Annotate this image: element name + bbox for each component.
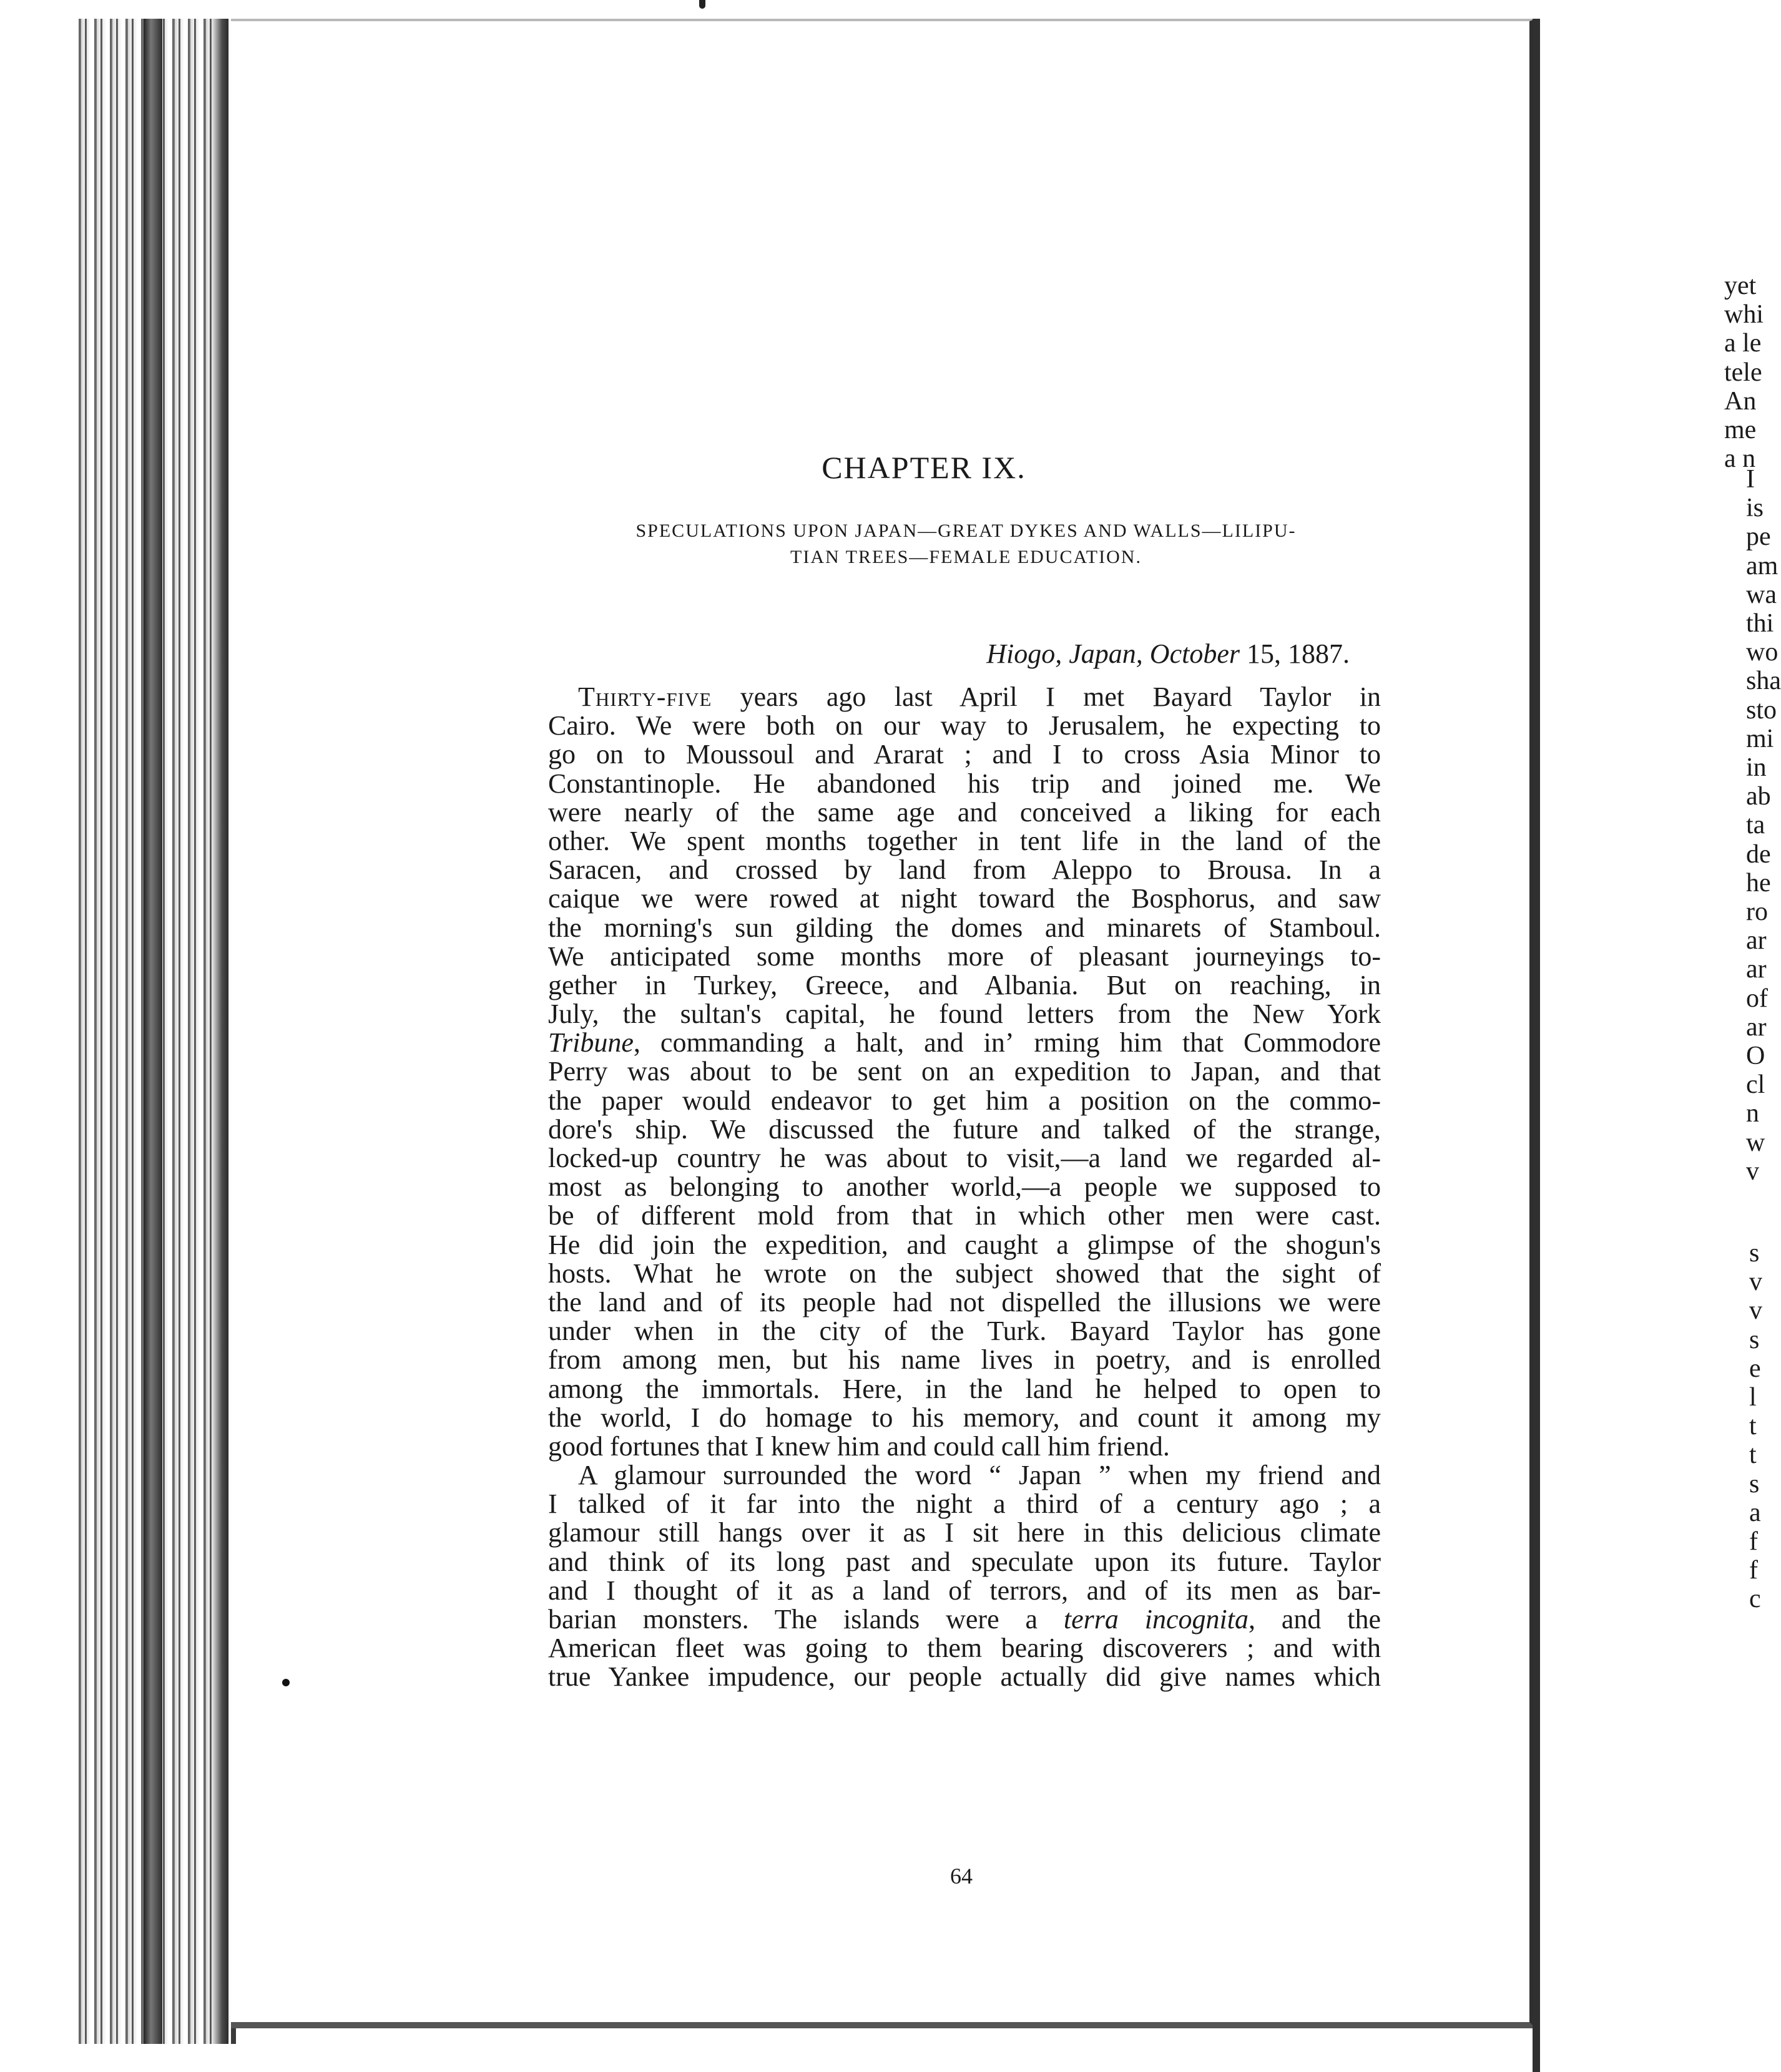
facing-text-fragment: mi	[1746, 724, 1774, 753]
text-fragment: , commanding a halt, and inʼ rming him that Commodore	[633, 1027, 1381, 1058]
facing-text-fragment: a n	[1724, 444, 1756, 474]
text-line: the world, I do homage to his memory, and count it among my	[548, 1402, 1381, 1433]
facing-text-fragment: n	[1746, 1099, 1759, 1128]
facing-text-fragment: s	[1749, 1325, 1760, 1354]
facing-text-fragment: ar	[1746, 926, 1767, 955]
facing-text-fragment: sto	[1746, 695, 1777, 725]
page-number: 64	[950, 1864, 973, 1889]
paragraph	[548, 1461, 1381, 1692]
facing-text-fragment: of	[1746, 984, 1768, 1013]
chapter-subtitle-line: TIAN TREES—FEMALE EDUCATION.	[790, 547, 1142, 567]
text-line: He did join the expedition, and caught a glimpse of the shogun's	[548, 1229, 1381, 1260]
text-line: the morning's sun gilding the domes and minarets of Stamboul.	[548, 912, 1381, 943]
text-fragment: years ago last April I met Bayard Taylor in	[712, 682, 1381, 712]
text-line: July, the sultan's capital, he found letters from the New York	[548, 999, 1381, 1030]
chapter-subtitle	[549, 518, 1383, 570]
text-line: and think of its long past and speculate upon its future. Taylor	[548, 1546, 1381, 1577]
dateline	[986, 638, 1350, 670]
facing-text-fragment: v	[1746, 1156, 1759, 1186]
text-line: under when in the city of the Turk. Bayard Taylor has gone	[548, 1316, 1381, 1347]
ink-speck	[282, 1679, 290, 1686]
facing-text-fragment: he	[1746, 868, 1771, 897]
facing-text-fragment: s	[1749, 1469, 1760, 1498]
text-line: Constantinople. He abandoned his trip and joined me. We	[548, 768, 1381, 799]
dateline-date: 15, 1887.	[1247, 638, 1350, 669]
text-line: caique we were rowed at night toward the Bosphorus, and saw	[548, 883, 1381, 914]
facing-text-fragment: is	[1746, 494, 1764, 523]
facing-text-fragment: f	[1749, 1527, 1758, 1556]
text-line: true Yankee impudence, our people actually did give names which	[548, 1661, 1381, 1693]
text-line: gether in Turkey, Greece, and Albania. But on reaching, in	[548, 969, 1381, 1000]
text-line: go on to Moussoul and Ararat ; and I to cross Asia Minor to	[548, 739, 1381, 770]
text-line: from among men, but his name lives in poetry, and is enrolled	[548, 1344, 1381, 1376]
body-text	[548, 683, 1381, 1692]
text-line: other. We spent months together in tent life in the land of the	[548, 825, 1381, 856]
dateline-place: Hiogo, Japan, October	[986, 638, 1240, 669]
facing-text-fragment: sha	[1746, 667, 1781, 696]
facing-page	[1533, 19, 1781, 2072]
facing-text-fragment: de	[1746, 839, 1771, 869]
text-line: glamour still hangs over it as I sit here in this delicious climate	[548, 1517, 1381, 1548]
facing-text-fragment: tele	[1724, 358, 1762, 387]
facing-text-fragment: ar	[1746, 955, 1767, 984]
facing-text-fragment: w	[1746, 1128, 1765, 1157]
paragraph	[548, 683, 1381, 1461]
text-line	[548, 1605, 1381, 1634]
text-line: good fortunes that I knew him and could call him friend.	[548, 1430, 1170, 1462]
facing-text-fragment: thi	[1746, 609, 1774, 638]
facing-text-fragment: ta	[1746, 811, 1765, 840]
facing-text-fragment: wo	[1746, 638, 1779, 667]
facing-text-fragment: in	[1746, 753, 1767, 782]
chapter-subtitle-line: SPECULATIONS UPON JAPAN—GREAT DYKES AND WALLS—LILIPU-	[635, 520, 1297, 541]
facing-text-fragment: cl	[1746, 1070, 1765, 1100]
text-line: American fleet was going to them bearing discoverers ; and with	[548, 1633, 1381, 1664]
facing-text-fragment: e	[1749, 1354, 1761, 1383]
facing-text-fragment: me	[1724, 416, 1757, 444]
text-line: Saracen, and crossed by land from Aleppo to Brousa. In a	[548, 854, 1381, 886]
facing-text-fragment: a le	[1724, 329, 1762, 358]
facing-text-fragment: O	[1746, 1042, 1765, 1070]
facing-text-fragment: f	[1749, 1556, 1758, 1585]
facing-text-fragment: ar	[1746, 1012, 1767, 1042]
facing-text-fragment: wa	[1746, 580, 1777, 609]
italic-phrase: terra incognita	[1063, 1604, 1249, 1635]
text-line	[548, 683, 1381, 711]
text-line: be of different mold from that in which other men were cast.	[548, 1200, 1381, 1231]
facing-text-fragment: am	[1746, 551, 1779, 580]
text-line: Cairo. We were both on our way to Jerusalem, he expecting to	[548, 710, 1381, 741]
facing-text-fragment: c	[1749, 1585, 1761, 1614]
text-line: Perry was about to be sent on an expedition to Japan, and that	[548, 1056, 1381, 1087]
text-line: We anticipated some months more of pleasant journeyings to-	[548, 941, 1381, 972]
text-line	[548, 1029, 1381, 1057]
book-binding-edges	[75, 19, 236, 2044]
facing-text-fragment: pe	[1746, 522, 1771, 552]
text-fragment: barian monsters. The islands were a	[548, 1604, 1064, 1635]
facing-text-fragment: t	[1749, 1440, 1757, 1470]
text-line: were nearly of the same age and conceived a liking for each	[548, 796, 1381, 828]
text-line: locked-up country he was about to visit,—a land we regarded al-	[548, 1143, 1381, 1173]
facing-text-fragment: v	[1749, 1296, 1762, 1326]
facing-text-fragment: s	[1749, 1239, 1760, 1268]
facing-text-fragment: v	[1749, 1268, 1762, 1297]
text-line: and I thought of it as a land of terrors, and of its men as bar-	[548, 1575, 1381, 1606]
text-line: A glamour surrounded the word “ Japan ” when my friend and	[578, 1460, 1381, 1491]
italic-title: Tribune	[548, 1027, 634, 1058]
facing-text-fragment: t	[1749, 1412, 1757, 1441]
facing-text-fragment: ab	[1746, 782, 1771, 811]
facing-text-fragment: yet	[1724, 271, 1757, 300]
chapter-title: CHAPTER IX.	[822, 450, 1026, 485]
opening-words: Thirty-five	[578, 682, 712, 712]
facing-text-fragment: I	[1746, 465, 1755, 494]
text-line: most as belonging to another world,—a people we supposed to	[548, 1171, 1381, 1203]
facing-text-fragment: l	[1749, 1383, 1757, 1412]
text-line: the paper would endeavor to get him a position on the commo-	[548, 1085, 1381, 1116]
facing-text-fragment: An	[1724, 386, 1757, 416]
facing-text-fragment: whi	[1724, 300, 1764, 330]
text-line: dore's ship. We discussed the future and talked of the strange,	[548, 1113, 1381, 1145]
text-line: I talked of it far into the night a third of a century ago ; a	[548, 1488, 1381, 1520]
text-line: among the immortals. Here, in the land he helped to open to	[548, 1373, 1381, 1404]
text-line: the land and of its people had not dispelled the illusions we were	[548, 1286, 1381, 1317]
top-speck	[699, 0, 705, 9]
facing-text-fragment: a	[1749, 1498, 1761, 1527]
text-fragment: , and the	[1248, 1604, 1381, 1635]
facing-text-fragment: ro	[1746, 897, 1768, 926]
text-line: hosts. What he wrote on the subject showed that the sight of	[548, 1258, 1381, 1289]
